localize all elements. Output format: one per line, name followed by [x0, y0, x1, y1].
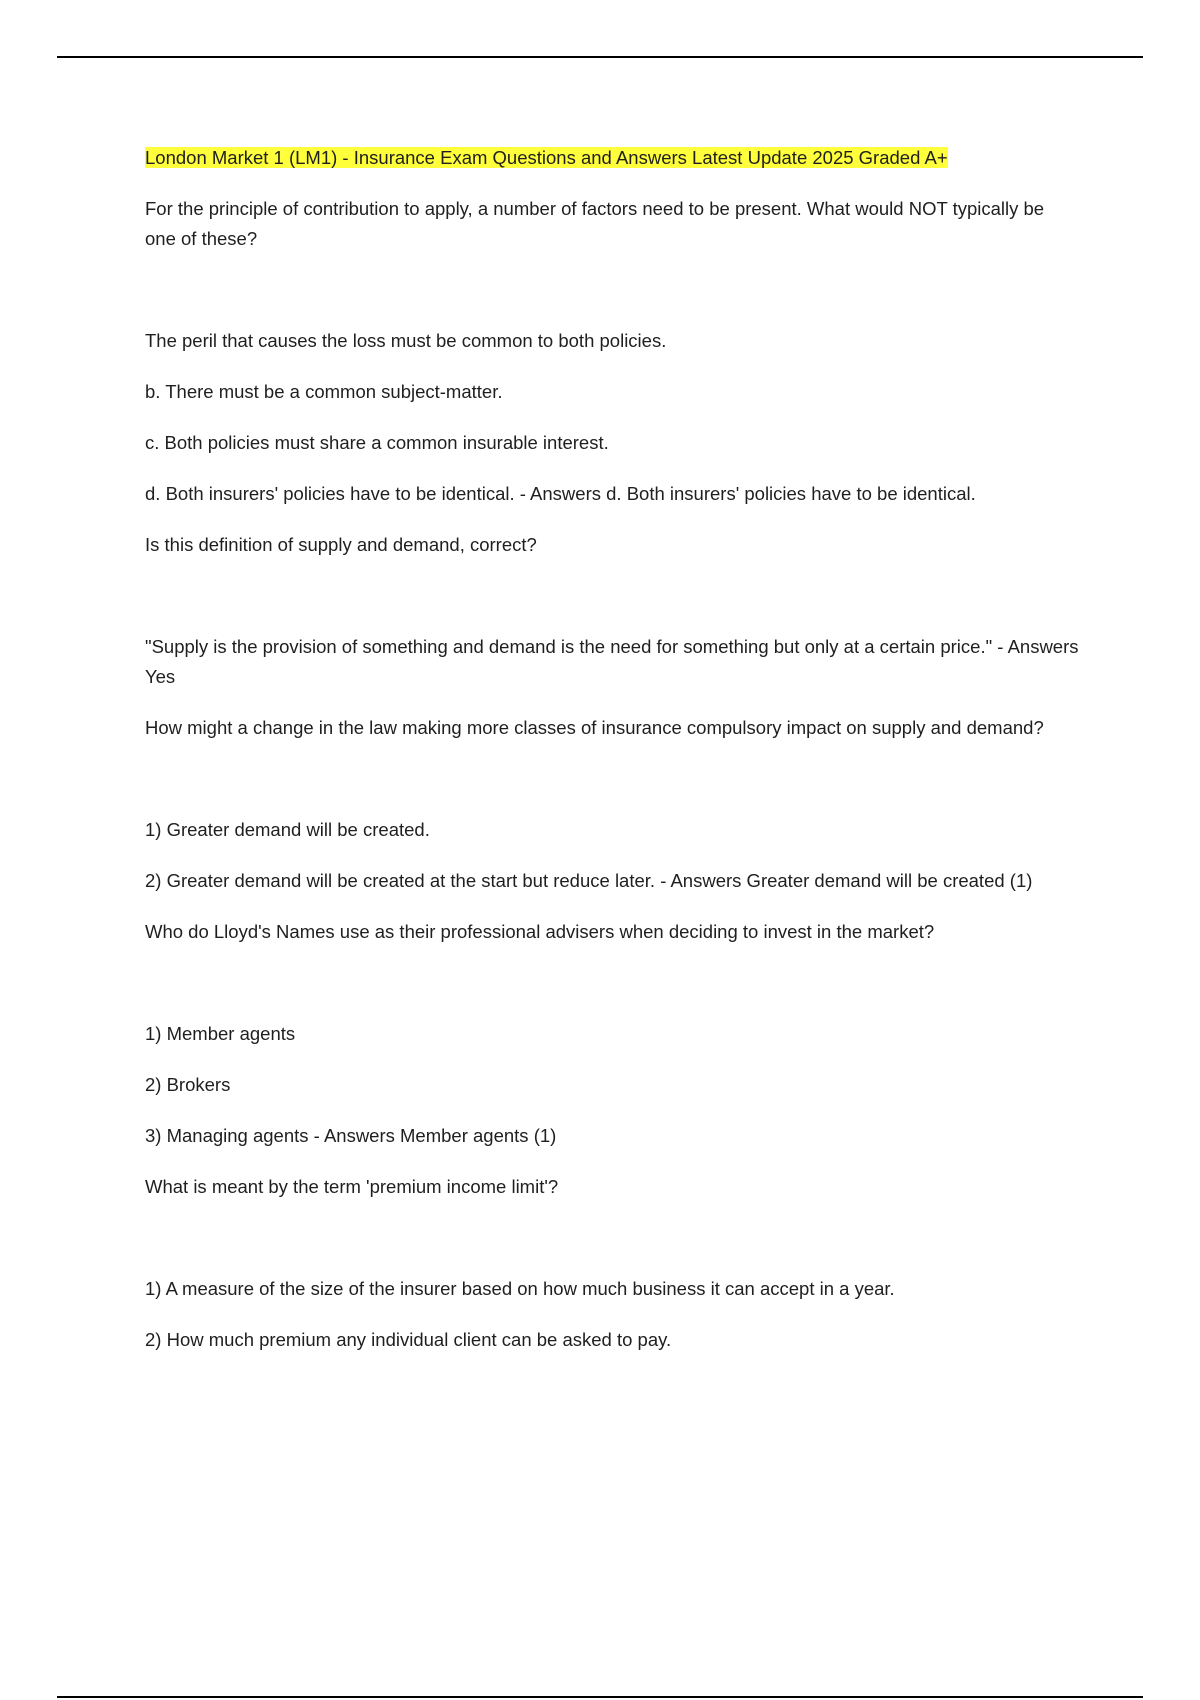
document-title	[145, 143, 1080, 173]
header-rule	[57, 56, 1143, 58]
question-3: How might a change in the law making more classes of insurance compulsory impact on supply and demand?	[145, 717, 1044, 738]
document-title-highlight: London Market 1 (LM1) - Insurance Exam Questions and Answers Latest Update 2025 Graded A+	[145, 147, 948, 168]
question-3-option-1: 1) Greater demand will be created.	[145, 819, 430, 840]
question-4: Who do Lloyd's Names use as their professional advisers when deciding to invest in the market?	[145, 921, 935, 942]
question-4-option-1: 1) Member agents	[145, 1023, 296, 1044]
question-1: For the principle of contribution to apply, a number of factors need to be present. What would NOT typically be one of these?	[145, 198, 1045, 249]
question-3-option-2-answer: 2) Greater demand will be created at the start but reduce later. - Answers Greater demand will be created (1)	[145, 870, 1033, 891]
question-2: Is this definition of supply and demand, correct?	[145, 534, 537, 555]
question-4-option-2: 2) Brokers	[145, 1074, 231, 1095]
question-4-option-3-answer: 3) Managing agents - Answers Member agents (1)	[145, 1125, 557, 1146]
footer-rule	[57, 1696, 1143, 1698]
question-5-option-1: 1) A measure of the size of the insurer based on how much business it can accept in a year.	[145, 1278, 895, 1299]
question-1-option-b: b. There must be a common subject-matter.	[145, 381, 503, 402]
question-2-quote-answer: "Supply is the provision of something and demand is the need for something but only at a certain price." - Answers Yes	[145, 636, 1079, 687]
question-1-option-d-answer: d. Both insurers' policies have to be identical. - Answers d. Both insurers' policies have to be identical.	[145, 483, 976, 504]
question-1-option-a: The peril that causes the loss must be common to both policies.	[145, 330, 667, 351]
document-body	[145, 143, 1080, 1355]
question-5: What is meant by the term 'premium income limit'?	[145, 1176, 559, 1197]
question-1-option-c: c. Both policies must share a common insurable interest.	[145, 432, 609, 453]
question-5-option-2: 2) How much premium any individual client can be asked to pay.	[145, 1329, 672, 1350]
